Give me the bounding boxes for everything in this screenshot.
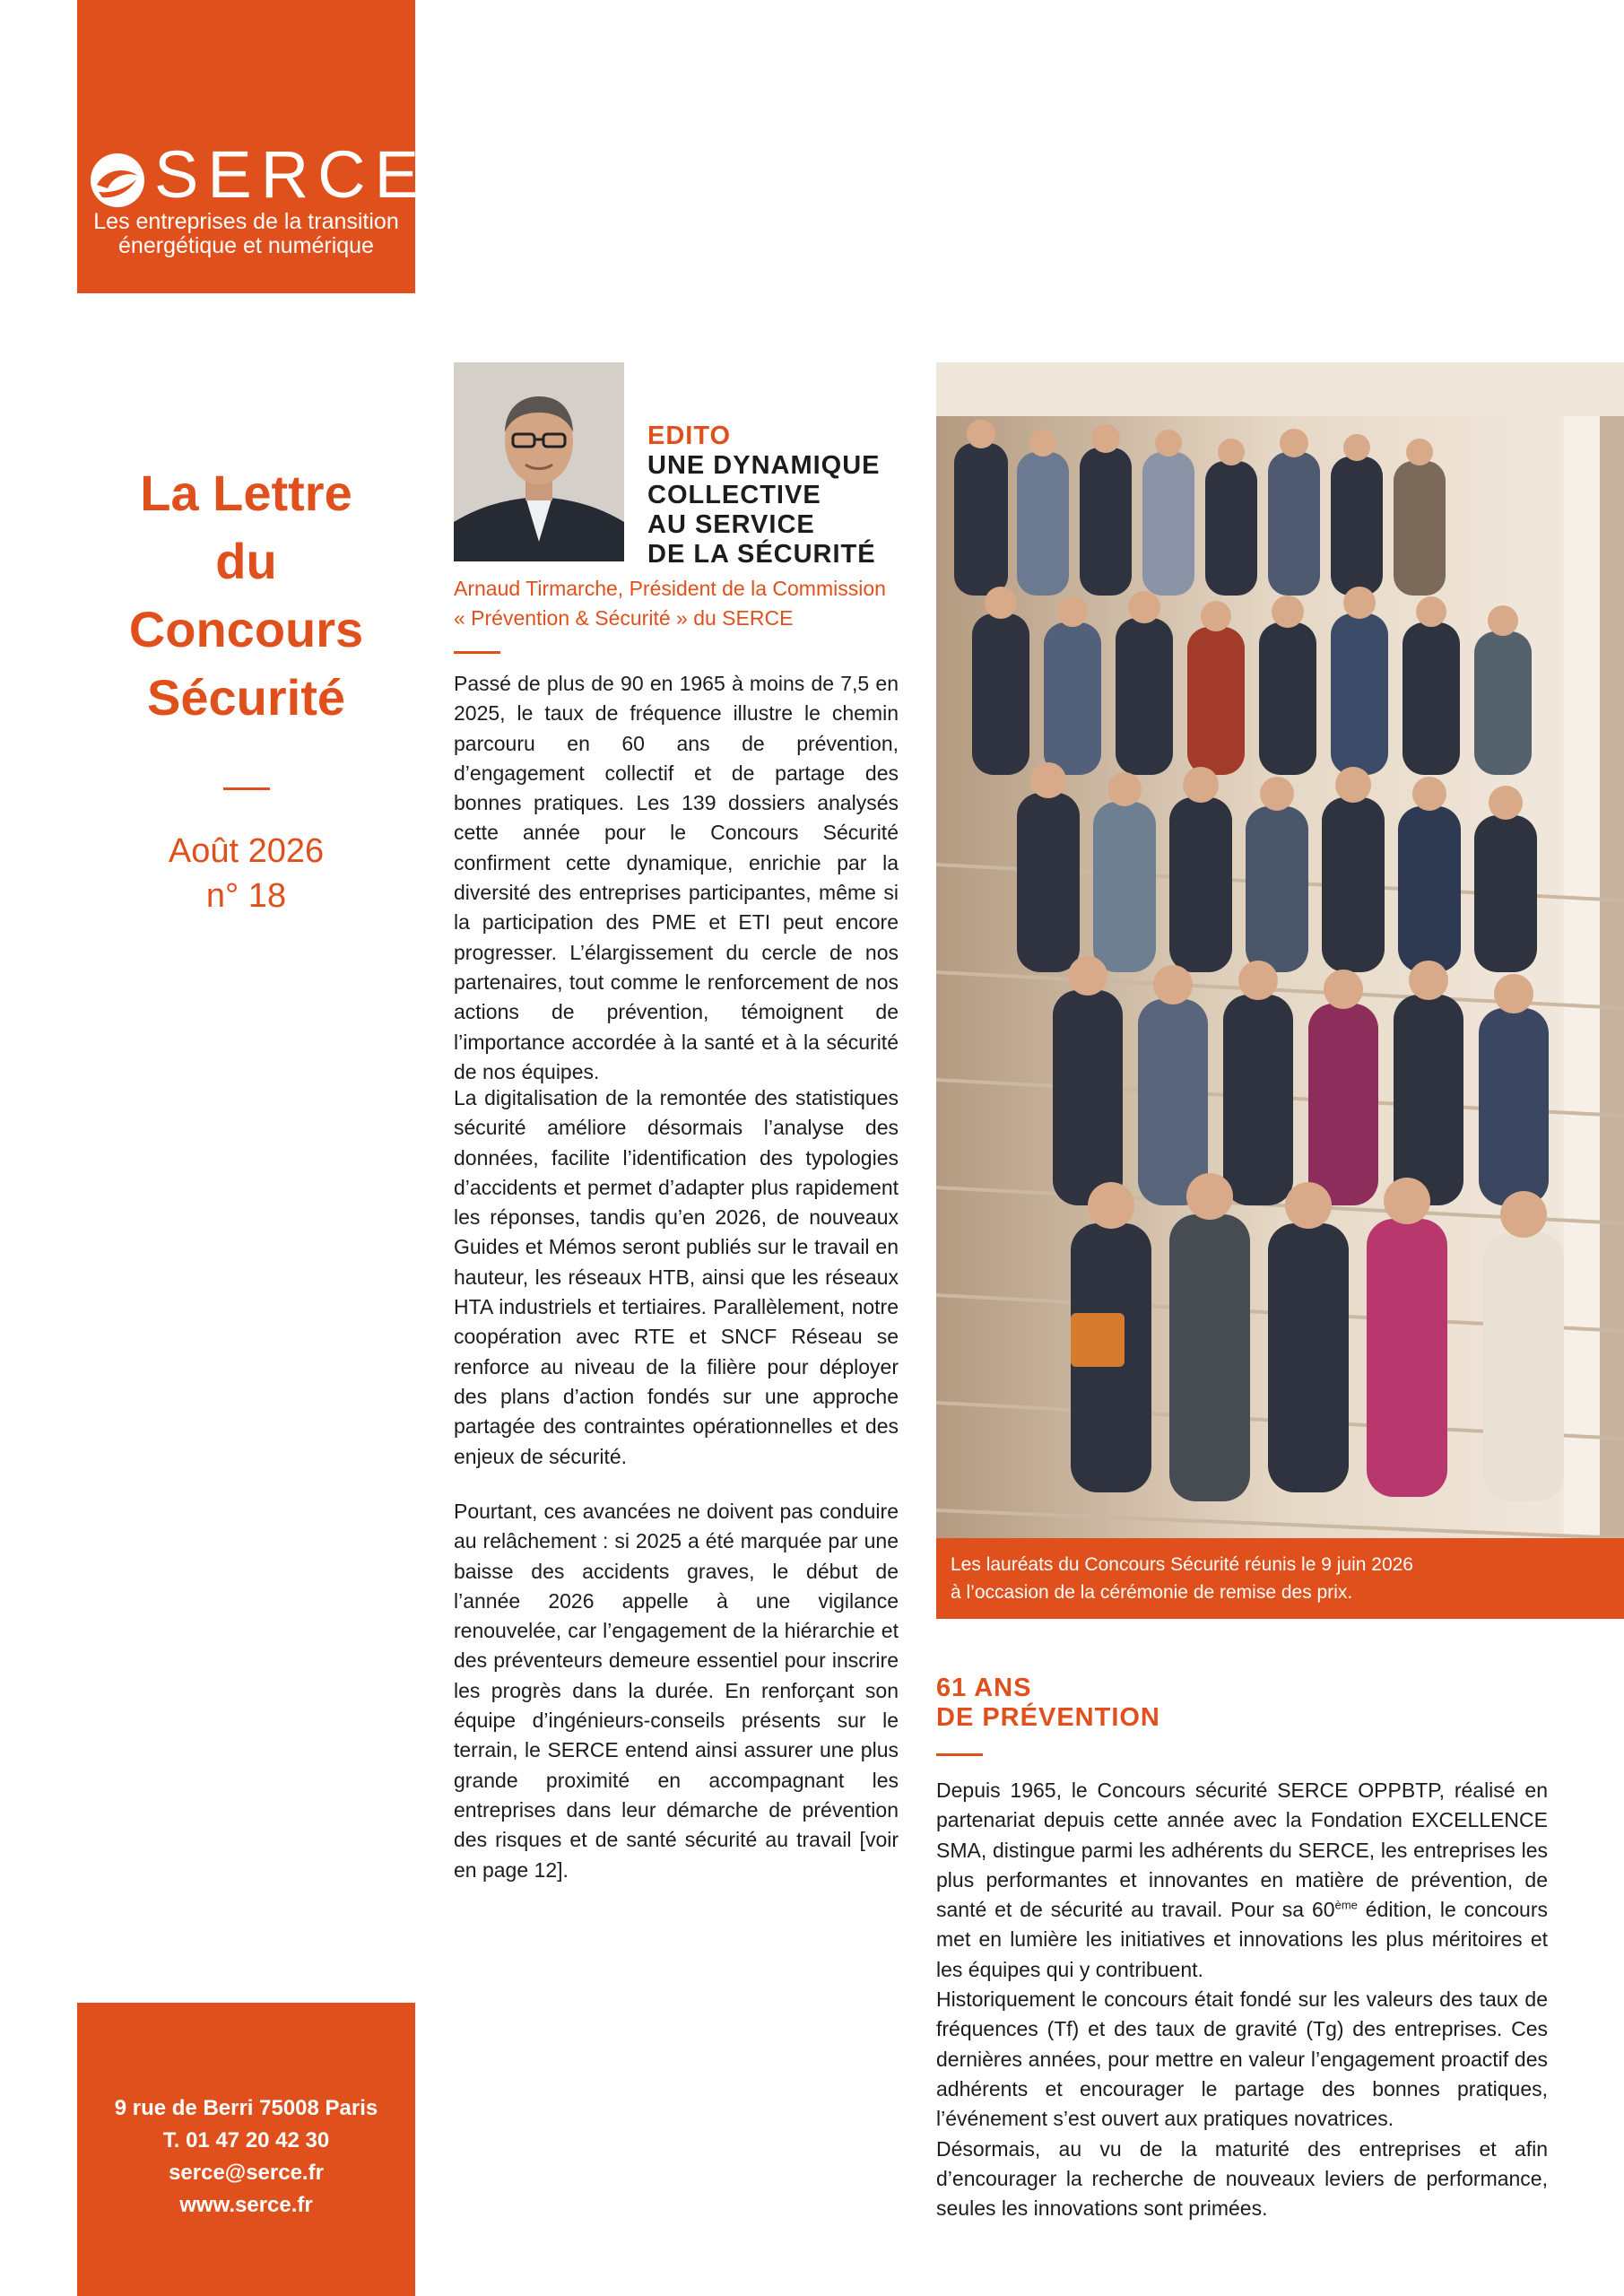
section-text: Depuis 1965, le Concours sécurité SERCE OPPBTP, réalisé en partenariat depuis cette année avec la Fondation EXCELLENCE SMA, distingue parmi les adhérents du SERCE, les entreprises les plus performantes et innovantes en matière de prévention, de santé et de sécurité au travail. Pour sa 60 [936,1779,1548,1922]
contact-address: 9 rue de Berri 75008 Paris [114,2096,378,2120]
newsletter-title-line: du [215,533,277,589]
group-photo-illustration [936,362,1624,1538]
brand-tagline-line: Les entreprises de la transition [93,209,399,234]
section-title-line: DE PRÉVENTION [936,1703,1160,1732]
section-paragraph: Désormais, au vu de la maturité des entreprises et afin d’encourager la recherche de nouveaux leviers de performance, seules les innovations sont primées. [936,2136,1548,2221]
brand-tagline [77,210,415,258]
laureates-group-photo [936,362,1624,1538]
section-title-line: 61 ANS [936,1674,1032,1702]
edito-title-line: UNE DYNAMIQUE [647,451,881,480]
author-portrait [454,362,624,561]
newsletter-title [77,459,415,732]
contact-info [77,2092,415,2222]
issue-date: Août 2026 [168,832,325,870]
newsletter-title-line: Concours [128,601,364,657]
edito-paragraph: La digitalisation de la remontée des statistiques sécurité améliore désormais l’analyse des données, facilite l’identification des typologies d’accidents et permet d’adapter plus rapidement les réponses, tandis qu’en 2026, de nouveaux Guides et Mémos seront publiés sur le travail en hauteur, les réseaux HTB, ainsi que les réseaux HTA industriels et tertiaires. Parallèlement, notre coopération avec RTE et SNCF Réseau se renforce au niveau de la filière pour déployer des plans d’action fondés sur une approche partagée des contraintes opérationnelles et des enjeux de sécurité. [454,1086,899,1468]
section-text: édition, le concours met en lumière les initiatives et innovations les plus méritoires et les équipes qui y contribuent. [936,1898,1548,1981]
section-title [936,1674,1160,1733]
portrait-illustration [454,362,624,561]
contact-block [77,2003,415,2296]
author-line: « Prévention & Sécurité » du SERCE [454,606,794,630]
photo-caption [936,1538,1624,1619]
edito-title-line: COLLECTIVE [647,481,821,509]
edito-author [454,574,920,633]
section-paragraph [936,1776,1548,1985]
edito-heading [647,422,881,570]
author-line: Arnaud Tirmarche, Président de la Commission [454,577,886,600]
photo-caption-line: Les lauréats du Concours Sécurité réunis le 9 juin 2026 [951,1554,1413,1575]
photo-caption-line: à l’occasion de la cérémonie de remise des prix. [951,1582,1353,1603]
edito-title-line: DE LA SÉCURITÉ [647,540,876,569]
contact-email[interactable]: serce@serce.fr [169,2161,324,2185]
serce-logo-icon [90,152,145,208]
edito-divider [454,651,500,654]
section-body [936,1776,1548,2223]
newsletter-title-line: La Lettre [140,465,352,521]
edito-title [647,451,881,570]
section-paragraph: Historiquement le concours était fondé sur les valeurs des taux de fréquences (Tf) et des taux de gravité (Tg) des entreprises. Ces dernières années, pour mettre en valeur l’engagement proactif des adhérents et encourager le partage des bonnes pratiques, l’événement s’est ouvert aux pratiques novatrices. [936,1987,1548,2131]
edito-kicker: EDITO [647,422,732,450]
title-divider [223,787,270,790]
edito-paragraph: Pourtant, ces avancées ne doivent pas conduire au relâchement : si 2025 a été marquée par une baisse des accidents graves, le début de l’année 2026 appelle à une vigilance renouvelée, car l’engagement de la hiérarchie et des préventeurs demeure essentiel pour inscrire les progrès dans la durée. En renforçant son équipe d’ingénieurs-conseils présents sur le terrain, le SERCE entend ainsi assurer une plus grande proximité en accompagnant les entreprises dans leur démarche de prévention des risques et de santé sécurité au travail [voir en page 12]. [454,1500,899,1882]
brand-tagline-line: énergétique et numérique [118,233,374,258]
edito-title-line: AU SERVICE [647,510,815,539]
contact-website[interactable]: www.serce.fr [179,2193,313,2217]
ordinal-suffix: ème [1334,1898,1358,1912]
contact-phone: T. 01 47 20 42 30 [162,2128,330,2152]
brand-name: SERCE [154,137,428,212]
newsletter-title-line: Sécurité [147,669,345,726]
edito-paragraph: Passé de plus de 90 en 1965 à moins de 7,5 en 2025, le taux de fréquence illustre le chemin parcouru en 60 ans de prévention, d’engagement collectif et de partage des bonnes pratiques. Les 139 dossiers analysés cette année pour le Concours Sécurité confirment cette dynamique, enrichie par la diversité des entreprises participantes, même si la participation des PME et ETI peut encore progresser. L’élargissement du cercle de nos partenaires, tout comme le renforcement de nos actions de prévention, témoignent de l’importance accordée à la santé et à la sécurité de nos équipes. [454,672,899,1083]
brand-header-block [77,0,428,293]
section-divider [936,1753,983,1756]
issue-number: n° 18 [205,877,287,915]
